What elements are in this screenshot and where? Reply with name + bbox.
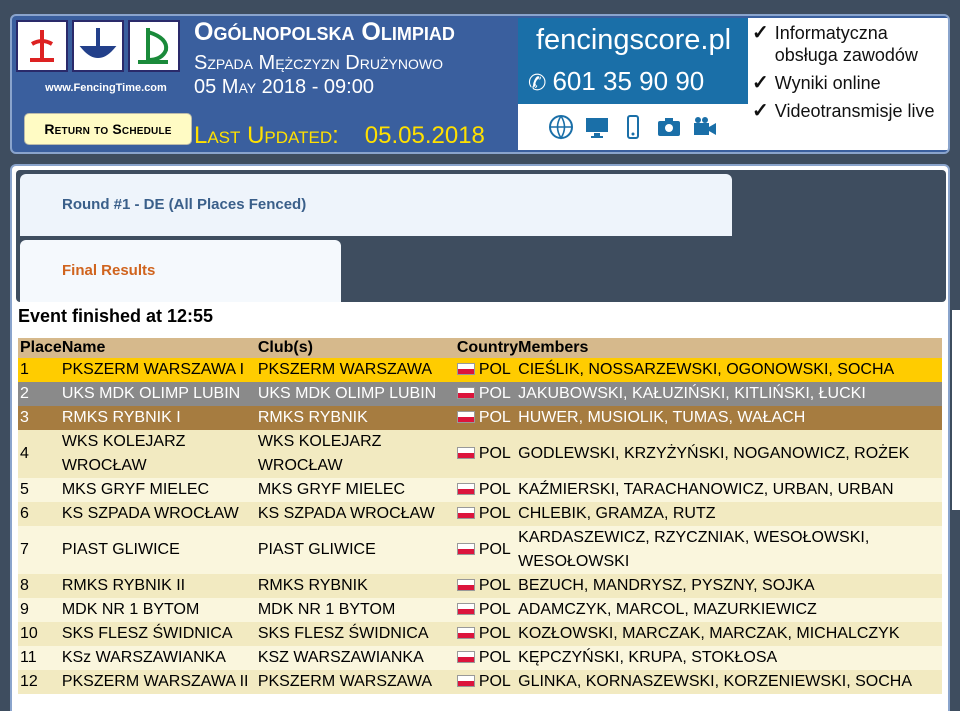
country-code: POL [478, 481, 511, 498]
name-cell: PIAST GLIWICE [62, 526, 258, 574]
members-cell: GLINKA, KORNASZEWSKI, KORZENIEWSKI, SOCHA [518, 670, 942, 694]
table-row[interactable] [18, 646, 942, 670]
name-cell: RMKS RYBNIK I [62, 406, 258, 430]
tab-final-results[interactable]: Final Results [20, 240, 341, 302]
country-cell [457, 598, 518, 622]
country-code: POL [478, 541, 511, 558]
name-cell: RMKS RYBNIK II [62, 574, 258, 598]
ad-feature-line: ✓ Wyniki online [752, 72, 881, 94]
place-cell: 12 [18, 670, 62, 694]
country-code: POL [478, 361, 511, 378]
poland-flag-icon [457, 675, 475, 687]
members-cell: JAKUBOWSKI, KAŁUZIŃSKI, KITLIŃSKI, ŁUCKI [518, 382, 942, 406]
country-cell [457, 622, 518, 646]
name-cell: UKS MDK OLIMP LUBIN [62, 382, 258, 406]
place-cell: 10 [18, 622, 62, 646]
country-cell [457, 430, 518, 478]
foil-logo-icon [16, 20, 68, 72]
members-cell: HUWER, MUSIOLIK, TUMAS, WAŁACH [518, 406, 942, 430]
table-row[interactable] [18, 478, 942, 502]
poland-flag-icon [457, 543, 475, 555]
table-row[interactable] [18, 382, 942, 406]
col-name[interactable]: Name [62, 338, 258, 358]
members-cell: KAŹMIERSKI, TARACHANOWICZ, URBAN, URBAN [518, 478, 942, 502]
place-cell: 6 [18, 502, 62, 526]
country-code: POL [478, 673, 511, 690]
members-cell: BEZUCH, MANDRYSZ, PYSZNY, SOJKA [518, 574, 942, 598]
members-cell: CIEŚLIK, NOSSARZEWSKI, OGONOWSKI, SOCHA [518, 358, 942, 382]
ad-phone [528, 66, 704, 97]
col-country[interactable]: Country [456, 339, 519, 356]
results-body [18, 358, 942, 694]
name-cell: WKS KOLEJARZ WROCŁAW [62, 430, 258, 478]
country-code: POL [478, 505, 511, 522]
country-code: POL [478, 385, 511, 402]
table-header-row [18, 338, 942, 358]
name-cell: PKSZERM WARSZAWA I [62, 358, 258, 382]
sabre-logo-icon [128, 20, 180, 72]
phone-icon: ✆ [528, 70, 547, 95]
name-cell: PKSZERM WARSZAWA II [62, 670, 258, 694]
club-cell: RMKS RYBNIK [258, 406, 457, 430]
name-cell: SKS FLESZ ŚWIDNICA [62, 622, 258, 646]
globe-icon [548, 114, 574, 140]
country-cell [457, 526, 518, 574]
place-cell: 5 [18, 478, 62, 502]
place-cell: 8 [18, 574, 62, 598]
event-title: Ogólnopolska Olimpiad [194, 18, 455, 46]
table-row[interactable] [18, 574, 942, 598]
checkmark-icon: ✓ [752, 72, 769, 94]
country-code: POL [478, 577, 511, 594]
members-cell: GODLEWSKI, KRZYŻYŃSKI, NOGANOWICZ, ROŻEK [518, 430, 942, 478]
event-subtitle: Szpada Mężczyzn Drużynowo [194, 52, 443, 74]
poland-flag-icon [457, 603, 475, 615]
page-edge [952, 310, 960, 510]
table-row[interactable] [18, 430, 942, 478]
ad-brand-panel [518, 18, 748, 150]
col-place[interactable]: Place [20, 339, 62, 356]
poland-flag-icon [457, 627, 475, 639]
name-cell: KSz WARSZAWIANKA [62, 646, 258, 670]
club-cell: WKS KOLEJARZ WROCŁAW [258, 430, 457, 478]
results-panel [10, 164, 950, 711]
ad-feature-line: ✓ Videotransmisje live [752, 100, 935, 122]
club-cell: KSZ WARSZAWIANKA [258, 646, 457, 670]
country-cell [457, 502, 518, 526]
poland-flag-icon [457, 447, 475, 459]
place-cell: 4 [18, 430, 62, 478]
last-updated-label: Last Updated: [194, 122, 339, 149]
table-row[interactable] [18, 358, 942, 382]
ad-icon-row [518, 104, 748, 150]
col-members[interactable]: Members [518, 338, 942, 358]
table-row[interactable] [18, 598, 942, 622]
members-cell: KĘPCZYŃSKI, KRUPA, STOKŁOSA [518, 646, 942, 670]
place-cell: 11 [18, 646, 62, 670]
country-cell [457, 574, 518, 598]
phone-device-icon [620, 114, 646, 140]
place-cell: 9 [18, 598, 62, 622]
poland-flag-icon [457, 651, 475, 663]
fencingscore-ad-banner[interactable] [518, 18, 948, 150]
club-cell: MDK NR 1 BYTOM [258, 598, 457, 622]
country-cell [457, 670, 518, 694]
country-code: POL [478, 649, 511, 666]
name-cell: MDK NR 1 BYTOM [62, 598, 258, 622]
country-cell [457, 646, 518, 670]
country-code: POL [478, 625, 511, 642]
tab-round-1[interactable]: Round #1 - DE (All Places Fenced) [20, 174, 732, 236]
members-cell: KOZŁOWSKI, MARCZAK, MARCZAK, MICHALCZYK [518, 622, 942, 646]
ad-feature-line: ✓ Informatyczna obsługa zawodów [752, 22, 918, 65]
place-cell: 2 [18, 382, 62, 406]
country-cell [457, 358, 518, 382]
place-cell: 3 [18, 406, 62, 430]
country-code: POL [478, 601, 511, 618]
club-cell: UKS MDK OLIMP LUBIN [258, 382, 457, 406]
club-cell: KS SZPADA WROCŁAW [258, 502, 457, 526]
ad-features [748, 18, 948, 150]
ad-brand-name: fencingscore.pl [536, 24, 732, 56]
country-cell [457, 382, 518, 406]
club-cell: PKSZERM WARSZAWA [258, 670, 457, 694]
club-cell: SKS FLESZ ŚWIDNICA [258, 622, 457, 646]
checkmark-icon: ✓ [752, 100, 769, 122]
table-row[interactable] [18, 622, 942, 646]
last-updated-value: 05.05.2018 [364, 122, 485, 149]
poland-flag-icon [457, 483, 475, 495]
fencing-logos [16, 20, 180, 72]
event-date: 05 May 2018 - 09:00 [194, 76, 374, 98]
event-header [10, 14, 950, 154]
col-clubs[interactable]: Club(s) [258, 338, 457, 358]
poland-flag-icon [457, 579, 475, 591]
event-finished-text: Event finished at 12:55 [18, 306, 214, 326]
site-url[interactable]: www.FencingTime.com [45, 82, 167, 94]
members-cell: CHLEBIK, GRAMZA, RUTZ [518, 502, 942, 526]
round-tabs [16, 170, 946, 302]
members-cell: KARDASZEWICZ, RZYCZNIAK, WESOŁOWSKI, WESOŁOWSKI [518, 526, 942, 574]
table-row[interactable] [18, 670, 942, 694]
club-cell: RMKS RYBNIK [258, 574, 457, 598]
epee-logo-icon [72, 20, 124, 72]
name-cell: KS SZPADA WROCŁAW [62, 502, 258, 526]
return-to-schedule-button[interactable]: Return to Schedule [24, 113, 192, 145]
poland-flag-icon [457, 411, 475, 423]
camera-icon [656, 114, 682, 140]
members-cell: ADAMCZYK, MARCOL, MAZURKIEWICZ [518, 598, 942, 622]
place-cell: 1 [18, 358, 62, 382]
club-cell: MKS GRYF MIELEC [258, 478, 457, 502]
table-row[interactable] [18, 502, 942, 526]
name-cell: MKS GRYF MIELEC [62, 478, 258, 502]
checkmark-icon: ✓ [752, 22, 769, 44]
country-cell [457, 478, 518, 502]
club-cell: PIAST GLIWICE [258, 526, 457, 574]
table-row[interactable] [18, 526, 942, 574]
poland-flag-icon [457, 363, 475, 375]
monitor-icon [584, 114, 610, 140]
poland-flag-icon [457, 387, 475, 399]
country-code: POL [478, 409, 511, 426]
table-row[interactable] [18, 406, 942, 430]
club-cell: PKSZERM WARSZAWA [258, 358, 457, 382]
place-cell: 7 [18, 526, 62, 574]
results-table [18, 338, 942, 694]
poland-flag-icon [457, 507, 475, 519]
video-camera-icon [692, 114, 718, 140]
ad-phone-number: 601 35 90 90 [552, 66, 705, 96]
last-updated [194, 122, 485, 150]
country-code: POL [478, 445, 511, 462]
country-cell [457, 406, 518, 430]
